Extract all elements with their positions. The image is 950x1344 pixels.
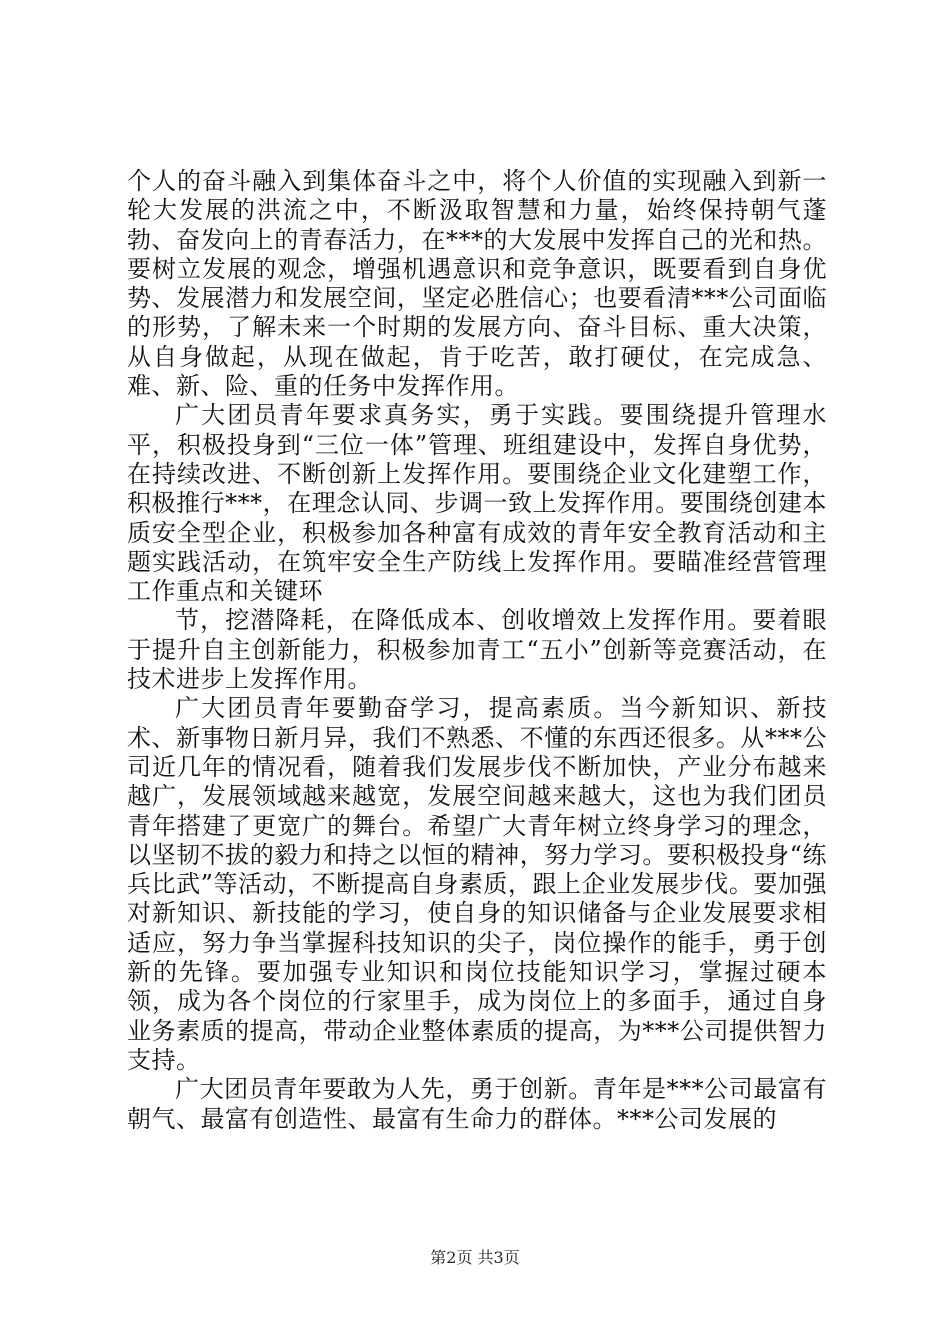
paragraph-3: 节，挖潜降耗，在降低成本、创收增效上发挥作用。要着眼于提升自主创新能力，积极参加青工“五小”创新等竞赛活动，在技术进步上发挥作用。 [127,606,827,694]
page-footer: 第2页 共3页 [430,1248,520,1267]
paragraph-4: 广大团员青年要勤奋学习，提高素质。当今新知识、新技术、新事物日新月异，我们不熟悉、不懂的东西还很多。从***公司近几年的情况看，随着我们发展步伐不断加快，产业分布越来越广，发展领域越来越宽，发展空间越来越大，这也为我们团员青年搭建了更宽广的舞台。希望广大青年树立终身学习的理念，以坚韧不拔的毅力和持之以恒的精神，努力学习。要积极投身“练兵比武”等活动，不断提高自身素质，跟上企业发展步伐。要加强对新知识、新技能的学习，使自身的知识储备与企业发展要求相适应，努力争当掌握科技知识的尖子，岗位操作的能手，勇于创新的先锋。要加强专业知识和岗位技能知识学习，掌握过硬本领，成为各个岗位的行家里手，成为岗位上的多面手，通过自身业务素质的提高，带动企业整体素质的提高，为***公司提供智力支持。 [127,694,827,1074]
document-body [127,167,827,1134]
paragraph-2: 广大团员青年要求真务实，勇于实践。要围绕提升管理水平，积极投身到“三位一体”管理、班组建设中，发挥自身优势，在持续改进、不断创新上发挥作用。要围绕企业文化建塑工作，积极推行***，在理念认同、步调一致上发挥作用。要围绕创建本质安全型企业，积极参加各种富有成效的青年安全教育活动和主题实践活动，在筑牢安全生产防线上发挥作用。要瞄准经营管理工作重点和关键环 [127,401,827,606]
paragraph-5: 广大团员青年要敢为人先，勇于创新。青年是***公司最富有朝气、最富有创造性、最富有生命力的群体。***公司发展的 [127,1075,827,1133]
paragraph-1: 个人的奋斗融入到集体奋斗之中，将个人价值的实现融入到新一轮大发展的洪流之中，不断汲取智慧和力量，始终保持朝气蓬勃、奋发向上的青春活力，在***的大发展中发挥自己的光和热。要树立发展的观念，增强机遇意识和竞争意识，既要看到自身优势、发展潜力和发展空间，坚定必胜信心；也要看清***公司面临的形势，了解未来一个时期的发展方向、奋斗目标、重大决策，从自身做起，从现在做起，肯于吃苦，敢打硬仗，在完成急、难、新、险、重的任务中发挥作用。 [127,167,827,401]
